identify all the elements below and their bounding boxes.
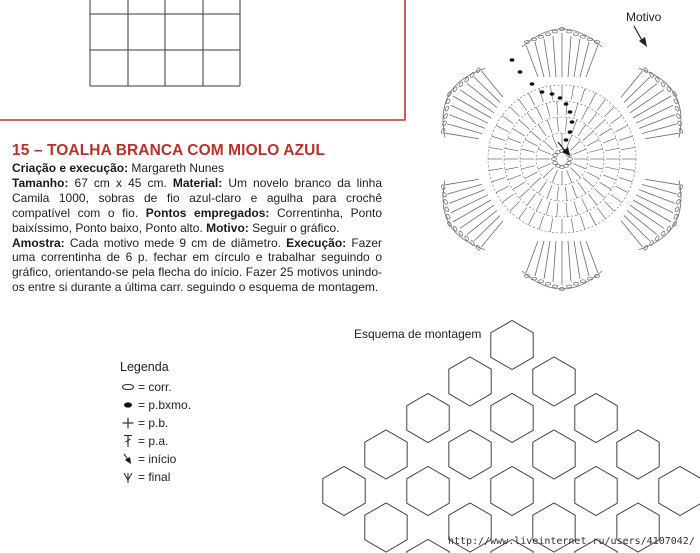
stitch (572, 185, 577, 198)
motif-hexagon (407, 394, 449, 443)
stitch (574, 201, 578, 214)
motif-hexagon (407, 467, 449, 516)
legend-item-label: = final (138, 470, 171, 484)
stitch (595, 189, 605, 198)
stitch (489, 168, 503, 170)
stitch (502, 116, 513, 124)
stitch (597, 208, 605, 219)
motif-hexagon (407, 540, 449, 553)
stitch (582, 107, 588, 120)
legend-item (118, 396, 191, 414)
stitch (492, 178, 505, 182)
end-mark-icon (118, 470, 138, 484)
legend-item (118, 378, 191, 396)
instruction-heading: Pontos empregados: (145, 205, 270, 220)
stitch (582, 198, 588, 211)
stitch (589, 166, 603, 169)
stitch (578, 124, 586, 136)
motif-hexagon (491, 394, 533, 443)
instruction-heading: Criação e execução: (12, 161, 129, 175)
stitch (505, 167, 519, 170)
stitch (527, 113, 535, 124)
slip-stitch-dot (518, 70, 523, 74)
legend-item-label: = p.bxmo. (138, 398, 192, 412)
instruction-heading: Amostra: (12, 235, 65, 250)
top-grid-figure (0, 0, 420, 130)
stitch (570, 141, 580, 151)
motif-hexagon (365, 430, 407, 479)
stitch (615, 186, 627, 192)
stitch (525, 172, 537, 179)
stitch (570, 167, 580, 177)
stitch (510, 201, 520, 211)
motif-hexagon (575, 394, 617, 443)
stitch (604, 107, 614, 117)
centre-chain (552, 158, 557, 161)
motif-hexagon (491, 321, 533, 370)
treble-icon (118, 434, 138, 448)
legend-list (118, 378, 191, 486)
stitch (496, 186, 508, 192)
stitch (538, 182, 546, 194)
stitch (519, 208, 527, 219)
stitch (538, 124, 546, 136)
stitch (508, 175, 521, 180)
slip-stitch-dot (568, 110, 573, 114)
stitch (611, 194, 622, 202)
legend-item (118, 450, 191, 468)
motif-hexagon (491, 467, 533, 516)
motif-hexagon (659, 467, 700, 516)
slip-stitch-dot (564, 102, 569, 106)
instruction-text: 67 cm x 45 cm. (68, 175, 173, 190)
legend-item-label: = p.a. (138, 434, 169, 448)
stitch (489, 147, 503, 149)
stitch (513, 128, 525, 135)
slip-stitch-dot (530, 82, 535, 86)
dot-icon (118, 398, 138, 412)
stitch (621, 168, 635, 170)
slip-stitch-dot (510, 58, 515, 62)
legend-item (118, 468, 191, 486)
slip-stitch-dot (540, 90, 545, 94)
stitch (536, 107, 542, 120)
legend-item-label: = p.b. (138, 416, 169, 430)
instruction-heading: Motivo: (206, 220, 249, 235)
instruction-text: Fazer uma correntinha de 6 p. fechar em círculo e trabalhar seguindo o gráfico, orientando-se pela flecha do início. Fazer 25 motivos unindo-os entre si durante a última carr. seguindo o esquema de montagem. (12, 235, 382, 295)
motif-hexagon (449, 430, 491, 479)
pattern-title: 15 – TOALHA BRANCA COM MIOLO AZUL (12, 142, 326, 159)
stitch (492, 136, 505, 140)
motif-crochet-chart (424, 8, 700, 310)
stitch (574, 103, 578, 116)
legend (118, 360, 191, 486)
petal (522, 28, 602, 77)
stitch (595, 120, 605, 129)
motif-hexagon (323, 467, 365, 516)
legend-item (118, 414, 191, 432)
stitch (528, 93, 534, 105)
stitch (605, 167, 619, 170)
stitch (546, 103, 550, 116)
stitch (531, 131, 541, 140)
stitch (502, 194, 513, 202)
stitch (566, 203, 567, 217)
stitch (519, 99, 527, 110)
stitch (536, 198, 542, 211)
stitch (550, 218, 552, 232)
plus-icon (118, 416, 138, 430)
motif-hexagon (575, 467, 617, 516)
stitch (597, 99, 605, 110)
stitch (571, 218, 573, 232)
instruction-text: Correntinha, Ponto baixíssimo, Ponto baixo, Ponto alto. (12, 205, 382, 235)
stitch (544, 141, 554, 151)
stitch (583, 178, 593, 187)
motif-hexagon (365, 503, 407, 552)
motif-hexagon (617, 430, 659, 479)
instruction-text: Margareth Nunes (128, 161, 225, 175)
stitch (578, 182, 586, 194)
stitch (510, 107, 520, 117)
stitch (589, 212, 595, 224)
stitch (539, 216, 543, 229)
esquema-label: Esquema de montagem (354, 327, 482, 341)
slip-stitch-dot (570, 120, 575, 124)
stitch (525, 139, 537, 146)
stitch (589, 194, 597, 205)
legend-item-label: = início (138, 452, 177, 466)
stitch (604, 201, 614, 211)
stitch (513, 182, 525, 189)
stitch (587, 139, 599, 146)
stitch (538, 164, 551, 169)
stitch (621, 147, 635, 149)
stitch (557, 117, 559, 131)
stitch (619, 136, 632, 140)
instruction-paragraph (12, 236, 382, 296)
instruction-heading: Material: (172, 175, 223, 190)
motif-hexagon (533, 430, 575, 479)
stitch (547, 185, 552, 198)
instruction-text: Um novelo branco da linha Camila 1000, sobras de fio azul-claro e agulha para crochê compatível com o fio. (12, 175, 383, 220)
stitch (496, 125, 508, 131)
legend-title: Legenda (120, 360, 169, 374)
stitch (565, 117, 567, 131)
stitch (552, 135, 557, 148)
watermark-url: http://www.liveinternet.ru/users/4107042/ (448, 536, 695, 547)
instruction-text: Cada motivo mede 9 cm de diâmetro. (64, 235, 287, 250)
legend-item-label: = corr. (138, 380, 172, 394)
stitch (571, 86, 573, 100)
instruction-paragraph (12, 176, 382, 236)
centre-chain (567, 162, 572, 165)
stitch (528, 212, 534, 224)
stitch (573, 149, 586, 154)
stitch (552, 170, 557, 183)
chain-oval-icon (118, 380, 138, 394)
stitch (538, 149, 551, 154)
motivo-label: Motivo (626, 10, 662, 24)
stitch (581, 216, 585, 229)
stitch (589, 113, 597, 124)
stitch (589, 149, 603, 152)
stitch (508, 138, 521, 143)
centre-chain (553, 162, 558, 165)
slip-stitch-dot (564, 138, 569, 142)
stitch (589, 93, 595, 105)
stitch (615, 125, 627, 131)
stitch (603, 175, 616, 180)
stitch (619, 178, 632, 182)
stitch (567, 170, 572, 183)
stitch (519, 120, 529, 129)
stitch (519, 189, 529, 198)
stitch (557, 187, 559, 201)
stitch (557, 203, 558, 217)
stitch (527, 194, 535, 205)
motif-hexagon (449, 357, 491, 406)
stitch (521, 149, 535, 152)
grid-lines (90, 0, 240, 86)
start-arrow-icon (118, 452, 138, 466)
slip-stitch-dot (568, 130, 573, 134)
stitch (546, 201, 550, 214)
centre-chain (553, 154, 558, 157)
stitch (557, 101, 558, 115)
stitch (605, 148, 619, 151)
stitch (505, 148, 519, 151)
petal (522, 241, 602, 290)
stitch (603, 138, 616, 143)
stitch (599, 128, 611, 135)
stitch (599, 182, 611, 189)
instruction-paragraph (12, 161, 382, 176)
instruction-text: Seguir o gráfico. (248, 220, 340, 235)
stitch (565, 187, 567, 201)
centre-chain (568, 158, 573, 161)
instruction-heading: Tamanho: (12, 175, 69, 190)
stitch (573, 164, 586, 169)
stitch (583, 131, 593, 140)
instruction-heading: Execução: (286, 235, 347, 250)
stitch (611, 116, 622, 124)
slip-stitch-dot (550, 92, 555, 96)
legend-item (118, 432, 191, 450)
pattern-instructions (12, 161, 382, 295)
stitch (531, 178, 541, 187)
stitch (521, 166, 535, 169)
stitch (544, 167, 554, 177)
stitch (581, 89, 585, 102)
stitch (587, 172, 599, 179)
slip-stitch-dot (558, 96, 563, 100)
motif-hexagon (533, 357, 575, 406)
stitch (547, 120, 552, 133)
